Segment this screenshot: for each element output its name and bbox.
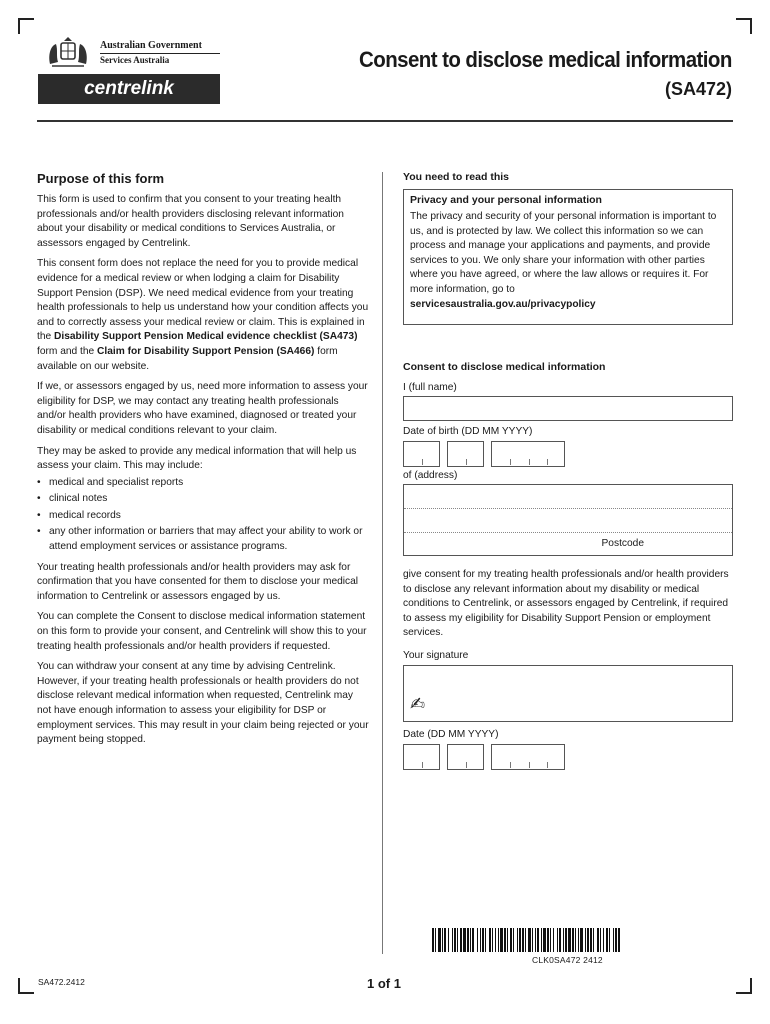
- need-to-read-heading: You need to read this: [403, 171, 509, 183]
- barcode-image: [432, 928, 732, 952]
- list-item: • any other information or barriers that may affect your ability to work or attend employment services or assistance programs.: [37, 525, 369, 554]
- date-month-box[interactable]: [447, 744, 484, 770]
- list-item: • clinical notes: [37, 492, 369, 507]
- privacy-title: Privacy and your personal information: [410, 194, 602, 206]
- form-code: (SA472): [664, 79, 732, 99]
- dob-year-box[interactable]: [491, 441, 565, 467]
- date-year-box[interactable]: [491, 744, 565, 770]
- dob-label: Date of birth (DD MM YYYY): [403, 426, 533, 437]
- address-label: of (address): [403, 470, 458, 481]
- crop-mark-top-left: [18, 18, 34, 34]
- dob-month-box[interactable]: [447, 441, 484, 467]
- page-number: 1 of 1: [367, 976, 401, 991]
- consent-section: [403, 171, 733, 740]
- privacy-body: The privacy and security of your personal information is important to us, and is protected by law. We collect this information so we can process and manage your applications and payments, and provide services to you. We only share your information with other parties where you have agreed, or where the law allows or requires it. For more information, go to: [410, 211, 717, 295]
- purpose-paragraph-4: They may be asked to provide any medical information that will help us assess your claim. This may include:: [37, 445, 357, 472]
- column-divider: [382, 172, 383, 954]
- government-name: Australian Government: [100, 40, 220, 54]
- checklist-form-ref: Disability Support Pension Medical evidence checklist (SA473): [54, 331, 358, 343]
- postcode-label: Postcode: [601, 538, 644, 549]
- header-divider: [37, 120, 733, 122]
- address-line-divider: [404, 532, 732, 533]
- crop-mark-bottom-left: [18, 978, 34, 994]
- claim-form-ref: Claim for Disability Support Pension (SA466): [97, 345, 315, 357]
- form-version-code: SA472.2412: [38, 977, 85, 987]
- coat-of-arms-icon: [46, 36, 90, 68]
- privacy-policy-link[interactable]: servicesaustralia.gov.au/privacypolicy: [410, 298, 596, 310]
- list-item: • medical and specialist reports: [37, 476, 369, 491]
- purpose-heading: Purpose of this form: [37, 171, 165, 186]
- dob-field[interactable]: [403, 441, 565, 467]
- crop-mark-bottom-right: [736, 978, 752, 994]
- purpose-paragraph-3: If we, or assessors engaged by us, need more information to assess your eligibility for DSP, we may contact any treating health professionals and/or health providers who have examined, diagnosed or treated your disability or medical conditions relevant to your claim.: [37, 381, 368, 436]
- list-item: • medical records: [37, 509, 369, 524]
- address-line-divider: [404, 508, 732, 509]
- pen-icon: ✍: [410, 694, 426, 714]
- purpose-paragraph-6: You can complete the Consent to disclose medical information statement on this form to provide your consent, and Centrelink will show this to your treating health professionals and/or health providers if requested.: [37, 611, 367, 652]
- purpose-paragraph-1: This form is used to confirm that you consent to your treating health professionals and/or health providers disclosing relevant information about your disability or medical conditions to Services Australia, or assessors engaged by Centrelink.: [37, 194, 344, 249]
- date-day-box[interactable]: [403, 744, 440, 770]
- purpose-paragraph-5: Your treating health professionals and/or health providers may ask for confirmation that you have consented for them to disclose your medical information to Centrelink or assessors engaged by us.: [37, 561, 359, 602]
- signature-date-field[interactable]: [403, 744, 565, 770]
- signature-label: Your signature: [403, 650, 469, 661]
- barcode-text: CLK0SA472 2412: [532, 955, 603, 965]
- date-label: Date (DD MM YYYY): [403, 729, 499, 740]
- department-name: Services Australia: [100, 55, 170, 65]
- full-name-field[interactable]: [403, 396, 733, 421]
- consent-heading: Consent to disclose medical information: [403, 361, 606, 373]
- purpose-paragraph-7: You can withdraw your consent at any time by advising Centrelink. However, if your treating health professionals or health providers do not disclose relevant medical information when requested, Centrelink may not have enough information to assess your eligibility for DSP or employment services. This may result in your claim being rejected or your payment being stopped.: [37, 661, 369, 746]
- privacy-notice-box: [403, 189, 733, 325]
- centrelink-brand-bar: centrelink: [38, 74, 220, 104]
- purpose-paragraph-2: This consent form does not replace the need for you to provide medical evidence for a medical review or when lodging a claim for Disability Support Pension (DSP). We need medical evidence from your treating health professionals to help us understand how your condition affects you and to correctly assess your medical review or claim. This is explained in the Disability Support Pension Medical evidence checklist (SA473) form and the Claim for Disability Support Pension (SA466) form available on our website.: [37, 258, 369, 372]
- signature-field[interactable]: [403, 665, 733, 722]
- purpose-section: [37, 171, 369, 754]
- full-name-label: I (full name): [403, 382, 457, 393]
- medical-info-list: [37, 476, 369, 555]
- crop-mark-top-right: [736, 18, 752, 34]
- dob-day-box[interactable]: [403, 441, 440, 467]
- address-field[interactable]: [403, 484, 733, 556]
- consent-statement: give consent for my treating health professionals and/or health providers to disclose any relevant information about my disability or medical conditions to Centrelink, or assessors engaged by Centrelink, if required to assess my eligibility for Disability Support Pension or employment services.: [403, 569, 729, 639]
- form-title: Consent to disclose medical information: [359, 47, 732, 72]
